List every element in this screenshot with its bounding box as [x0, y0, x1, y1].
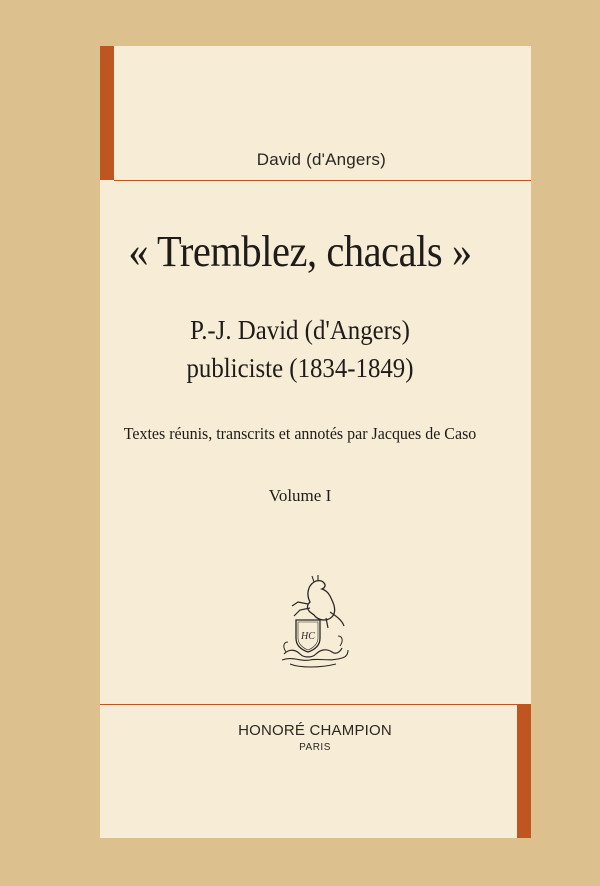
- volume-number: Volume I: [268, 486, 332, 505]
- emblem-monogram: HC: [301, 631, 315, 642]
- author-name: David (d'Angers): [256, 150, 386, 169]
- subtitle-line-2: publiciste (1834-1849): [186, 353, 414, 383]
- editor-credit: Textes réunis, transcrits et annotés par Jacques de Caso: [123, 424, 477, 443]
- divider-top: [114, 180, 531, 181]
- publisher-city: PARIS: [299, 742, 331, 753]
- publisher-name: HONORÉ CHAMPION: [238, 722, 392, 739]
- book-title: « Tremblez, chacals »: [128, 227, 472, 276]
- publisher-horse-emblem-icon: [270, 572, 360, 670]
- subtitle-line-1: P.-J. David (d'Angers): [190, 315, 410, 345]
- divider-bottom: [100, 704, 517, 705]
